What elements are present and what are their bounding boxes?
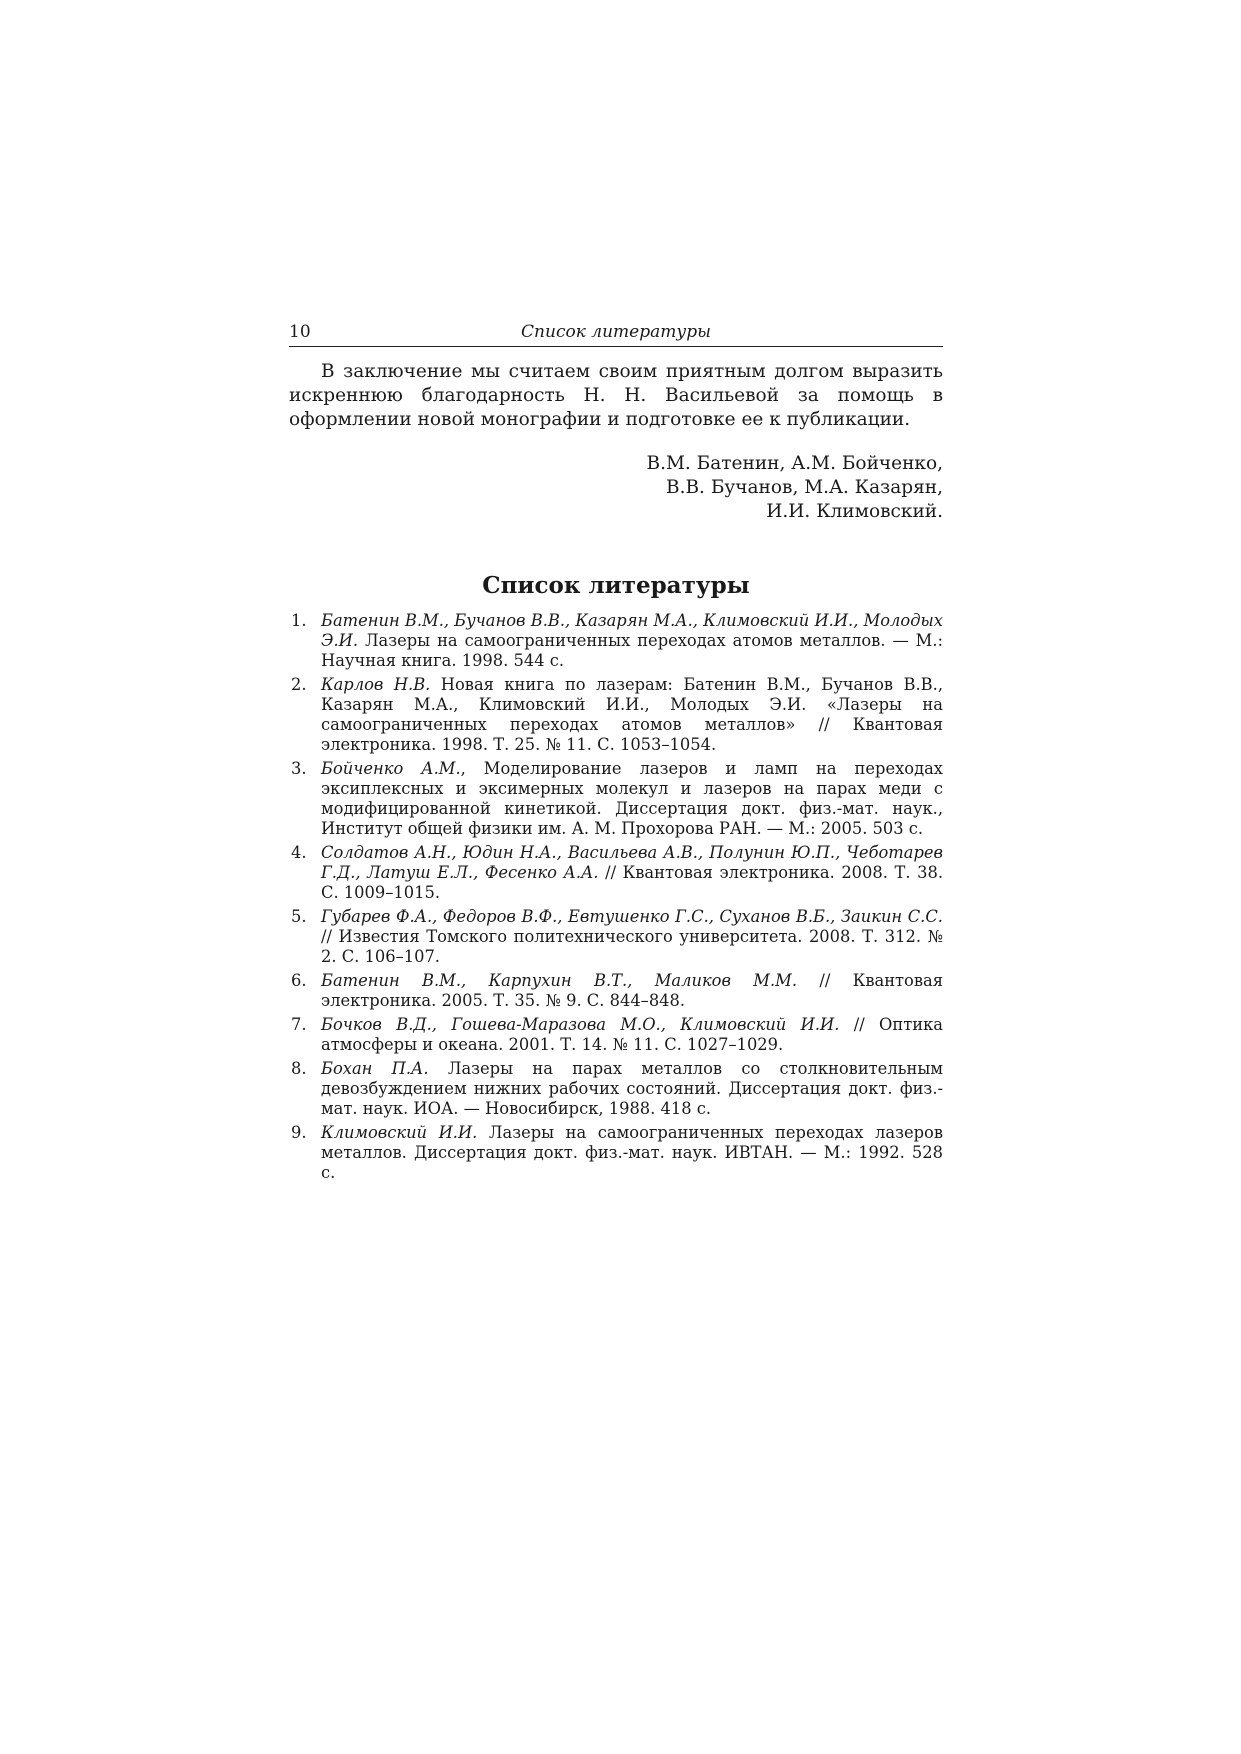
reference-authors: Батенин В.М., Бучанов В.В., Казарян М.А., Климовский И.И., Молодых Э.И.: [321, 611, 943, 650]
reference-item: [289, 759, 943, 839]
reference-item: [289, 1059, 943, 1119]
reference-number: 2.: [291, 675, 307, 694]
reference-item: [289, 611, 943, 671]
page-content: [289, 318, 943, 1187]
intro-paragraph: В заключение мы считаем своим приятным долгом выразить искреннюю благодарность Н. Н. Васильевой за помощь в оформлении новой монографии и подготовке ее к публикации.: [289, 361, 943, 430]
reference-details: // Оптика атмосферы и океана. 2001. Т. 14. № 11. С. 1027–1029.: [321, 1015, 943, 1054]
page-number: 10: [289, 322, 311, 342]
reference-list: [289, 611, 943, 1183]
reference-item: [289, 843, 943, 903]
signature-line: В.М. Батенин, А.М. Бойченко,: [646, 453, 943, 474]
reference-number: 3.: [291, 759, 307, 778]
reference-number: 1.: [291, 611, 307, 630]
reference-item: [289, 971, 943, 1011]
reference-authors: Солдатов А.Н., Юдин Н.А., Васильева А.В., Полунин Ю.П., Чеботарев Г.Д., Латуш Е.Л., Фесенко А.А.: [321, 843, 943, 882]
signature-line: И.И. Климовский.: [766, 501, 943, 522]
reference-details: Лазеры на парах металлов со столкновительным девозбуждением нижних рабочих состояний. Диссертация докт. физ.-мат. наук. ИОА. — Новосибирск, 1988. 418 с.: [321, 1059, 943, 1118]
reference-details: Новая книга по лазерам: Батенин В.М., Бучанов В.В., Казарян М.А., Климовский И.И., Молодых Э.И. «Лазеры на самоограниченных переходах атомов металлов» // Квантовая электроника. 1998. Т. 25. № 11. С. 1053–1054.: [321, 675, 943, 754]
author-signature: [289, 452, 943, 524]
reference-item: [289, 1123, 943, 1183]
reference-item: [289, 907, 943, 967]
reference-number: 4.: [291, 843, 307, 862]
reference-number: 5.: [291, 907, 307, 926]
reference-authors: Бохан П.А.: [321, 1059, 429, 1078]
reference-authors: Губарев Ф.А., Федоров В.Ф., Евтушенко Г.С., Суханов В.Б., Заикин С.С.: [321, 907, 943, 926]
signature-line: В.В. Бучанов, М.А. Казарян,: [665, 477, 943, 498]
running-title: Список литературы: [521, 322, 711, 342]
reference-details: Лазеры на самоограниченных переходах лазеров металлов. Диссертация докт. физ.-мат. наук. ИВТАН. — М.: 1992. 528 с.: [321, 1123, 943, 1182]
reference-details: Лазеры на самоограниченных переходах атомов металлов. — М.: Научная книга. 1998. 544 с.: [321, 631, 943, 670]
reference-number: 9.: [291, 1123, 307, 1142]
reference-authors: Карлов Н.В.: [321, 675, 431, 694]
reference-details: // Квантовая электроника. 2005. Т. 35. № 9. С. 844–848.: [321, 971, 943, 1010]
reference-authors: Бойченко А.М.: [321, 759, 461, 778]
reference-number: 7.: [291, 1015, 307, 1034]
reference-details: // Известия Томского политехнического университета. 2008. Т. 312. № 2. С. 106–107.: [321, 927, 943, 966]
reference-details: , Моделирование лазеров и ламп на переходах эксиплексных и эксимерных молекул и лазеров на парах меди с модифицированной кинетикой. Диссертация докт. физ.-мат. наук., Институт общей физики им. А. М. Прохорова РАН. — М.: 2005. 503 с.: [321, 759, 943, 838]
reference-authors: Бочков В.Д., Гошева-Маразова М.О., Климовский И.И.: [321, 1015, 840, 1034]
reference-number: 6.: [291, 971, 307, 990]
reference-item: [289, 1015, 943, 1055]
reference-authors: Батенин В.М., Карпухин В.Т., Маликов М.М.: [321, 971, 798, 990]
section-title: Список литературы: [482, 572, 750, 599]
reference-number: 8.: [291, 1059, 307, 1078]
running-header: [289, 318, 943, 347]
reference-item: [289, 675, 943, 755]
reference-authors: Климовский И.И.: [321, 1123, 478, 1142]
reference-details: // Квантовая электроника. 2008. Т. 38. С. 1009–1015.: [321, 863, 943, 902]
